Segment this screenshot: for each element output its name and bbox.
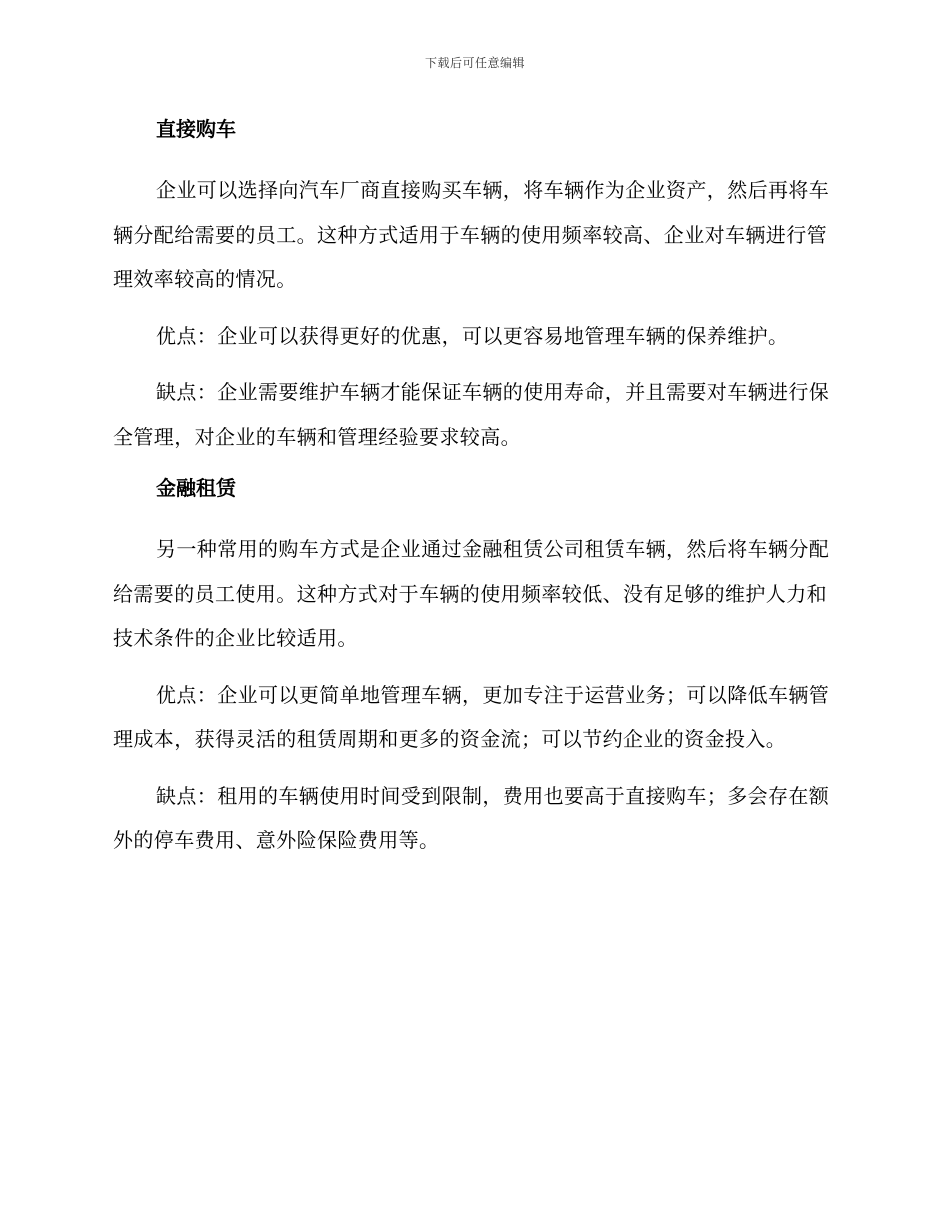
document-body: [113, 112, 833, 875]
paragraph-advantages: 优点：企业可以更简单地管理车辆，更加专注于运营业务；可以降低车辆管理成本，获得灵活的租赁周期和更多的资金流；可以节约企业的资金投入。: [113, 682, 830, 751]
paragraph-disadvantages: 缺点：企业需要维护车辆才能保证车辆的使用寿命，并且需要对车辆进行保全管理，对企业的车辆和管理经验要求较高。: [113, 380, 830, 449]
paragraph-disadvantages: 缺点：租用的车辆使用时间受到限制，费用也要高于直接购车；多会存在额外的停车费用、意外险保险费用等。: [113, 783, 830, 852]
page-header: 下载后可任意编辑: [424, 56, 525, 70]
paragraph: 另一种常用的购车方式是企业通过金融租赁公司租赁车辆，然后将车辆分配给需要的员工使用。这种方式对于车辆的使用频率较低、没有足够的维护人力和技术条件的企业比较适用。: [113, 537, 830, 650]
section-financial-leasing: [113, 471, 833, 863]
paragraph: 企业可以选择向汽车厂商直接购买车辆，将车辆作为企业资产，然后再将车辆分配给需要的员工。这种方式适用于车辆的使用频率较高、企业对车辆进行管理效率较高的情况。: [113, 178, 830, 291]
section-heading: 金融租赁: [156, 476, 236, 500]
section-heading: 直接购车: [156, 117, 236, 141]
section-direct-purchase: [113, 112, 833, 459]
paragraph-advantages: 优点：企业可以获得更好的优惠，可以更容易地管理车辆的保养维护。: [156, 323, 789, 348]
